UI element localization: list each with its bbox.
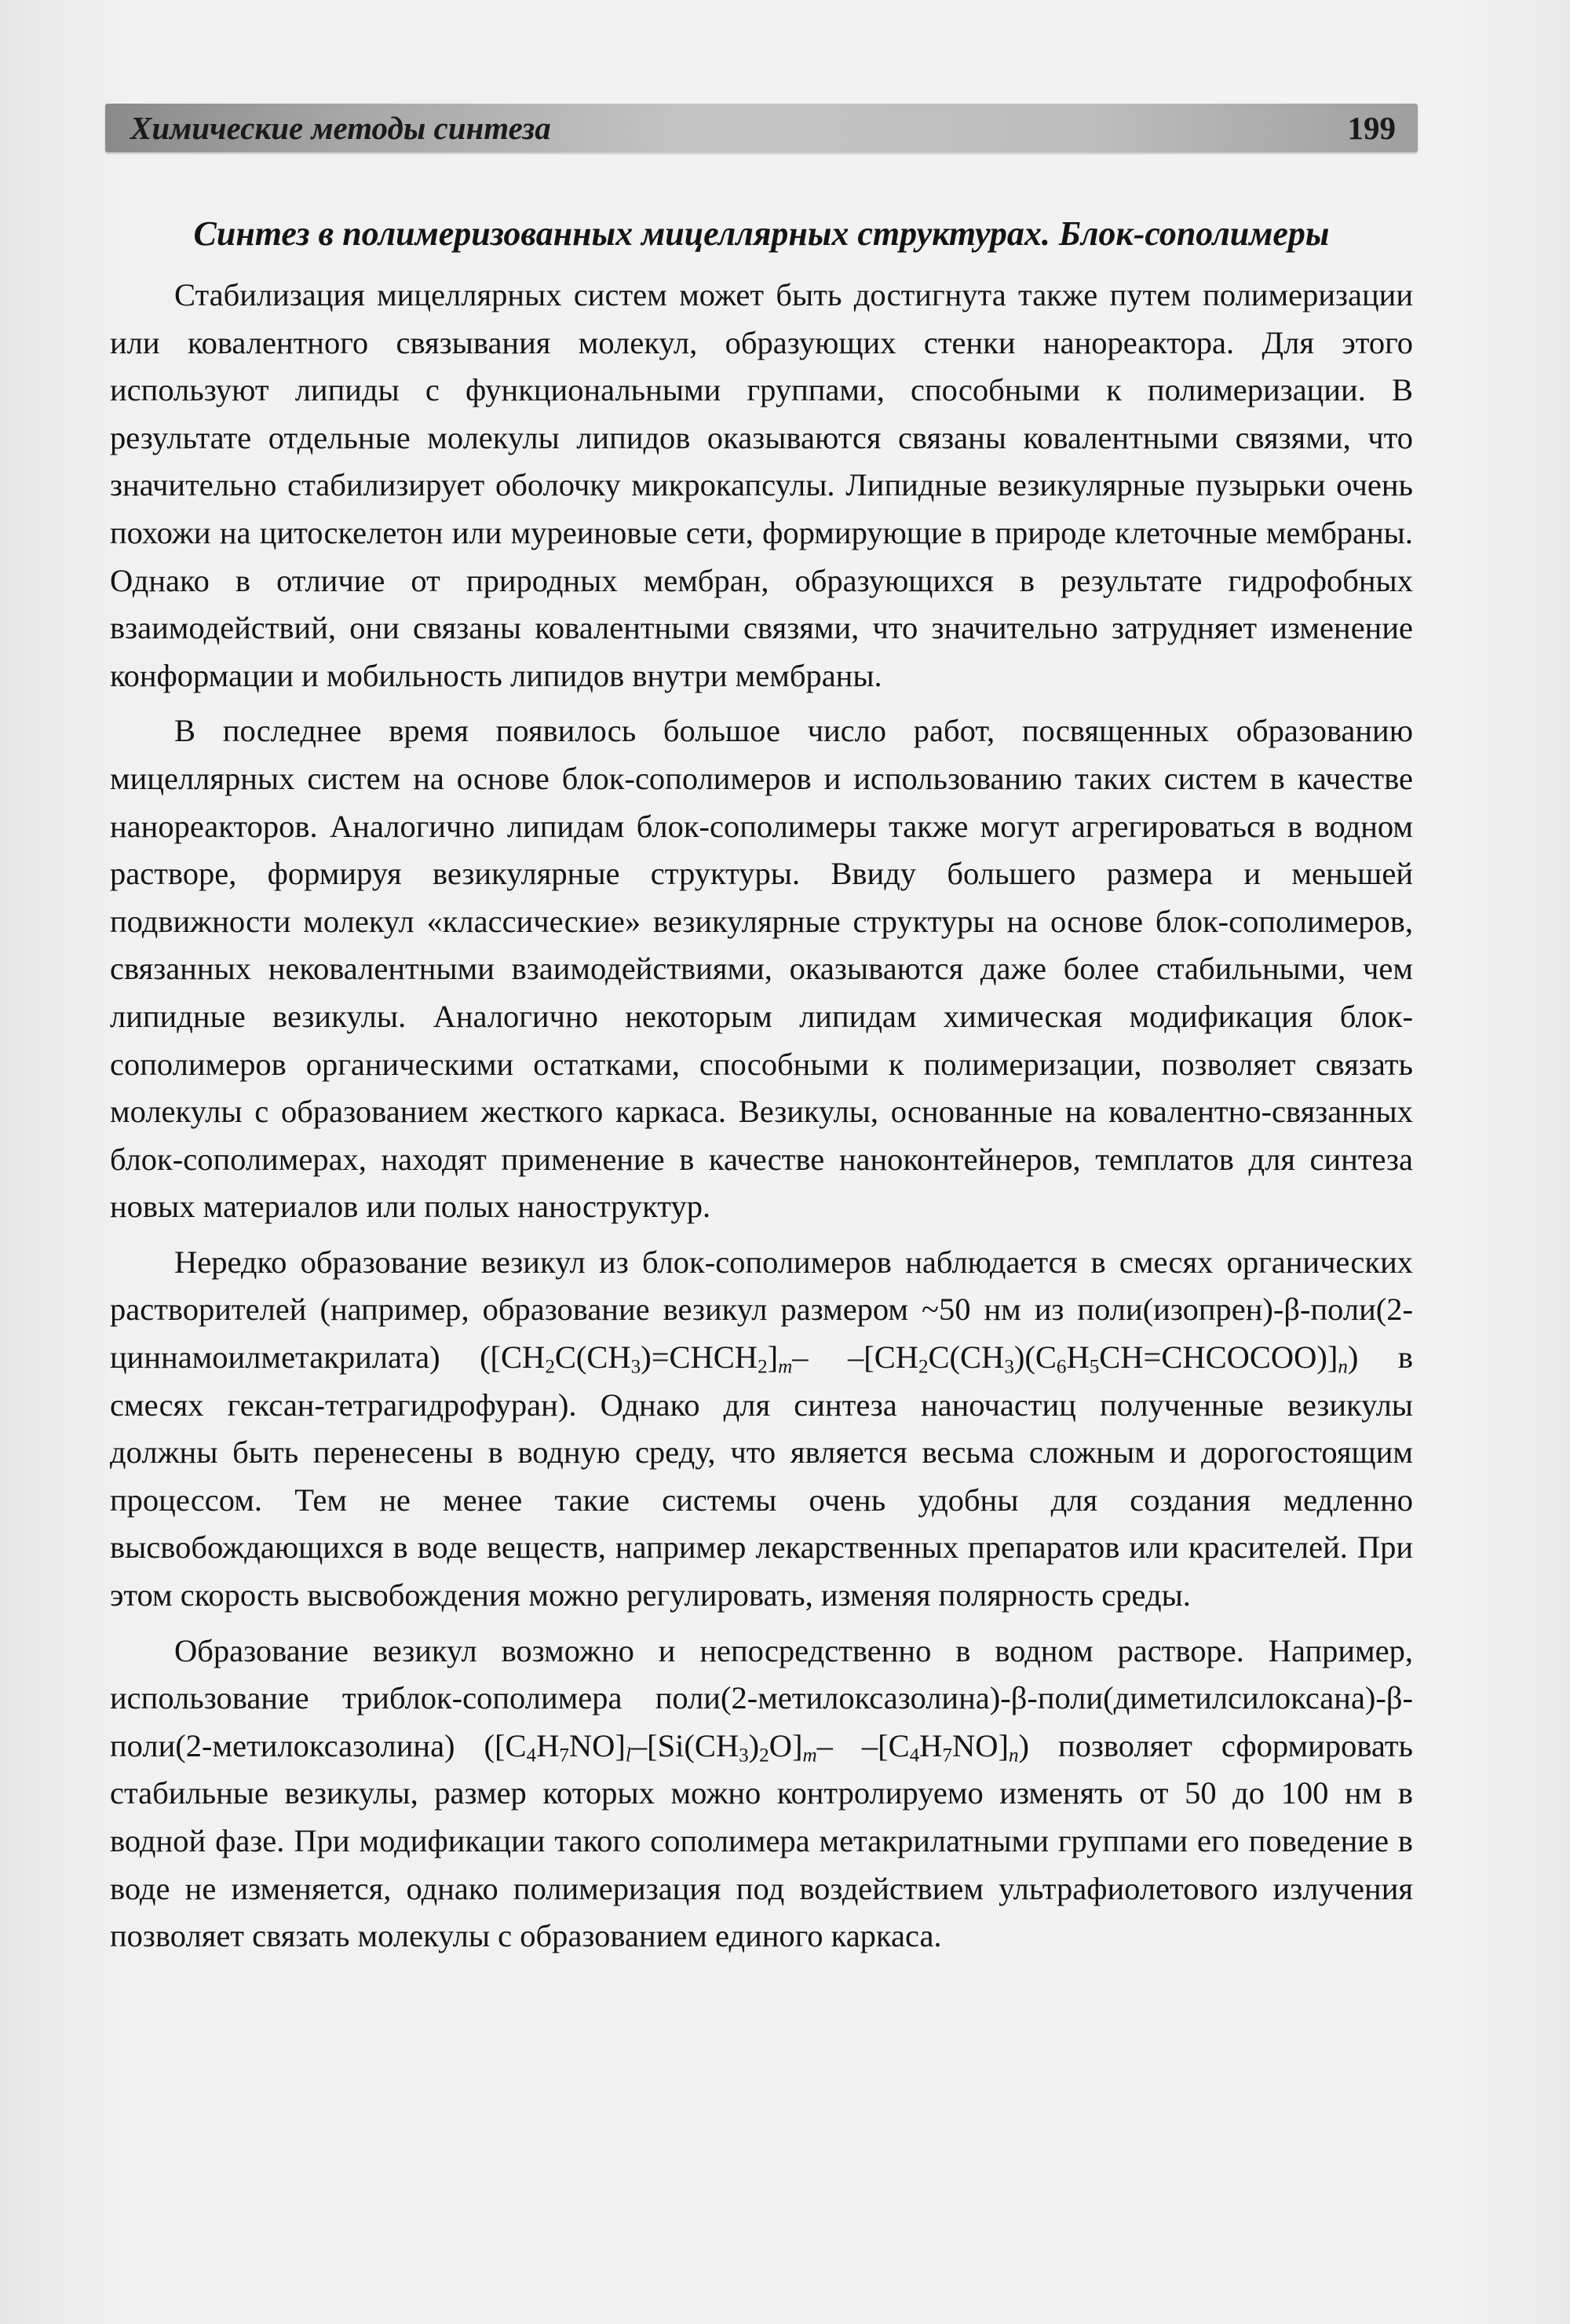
paragraph-3-text: ) в смесях гексан-тетрагидрофуран). Однако для синтеза наночастиц полученные везикулы должны быть перенесены в водную среду, что является весьма сложным и дорогостоящим процессом. Тем не менее такие системы очень удобны для создания медленно высвобождающихся в воде веществ, например лекарственных препаратов или красителей. При этом скорость высвобождения можно регулировать, изменяя полярность среды.: [110, 1339, 1413, 1613]
formula-subscript: 2: [545, 1356, 555, 1378]
formula-subscript: 2: [759, 1745, 769, 1767]
running-title: Химические методы синтеза: [130, 110, 551, 146]
paragraph-3-text: C(CH: [554, 1339, 631, 1376]
formula-subscript: 2: [758, 1356, 768, 1378]
formula-subscript: 3: [1004, 1356, 1014, 1378]
paragraph-4: [110, 1628, 1413, 1960]
paragraph-4-text: O]: [769, 1727, 803, 1763]
formula-subscript: 7: [559, 1745, 569, 1767]
paragraph-4-text: – –[C: [816, 1727, 910, 1763]
formula-subscript: 6: [1056, 1356, 1067, 1378]
paragraph-4-text: ) позволяет сформировать стабильные везикулы, размер которых можно контролируемо изменять от 50 до 100 нм в водной фазе. При модификации такого сополимера метакрилатными группами его поведение в воде не изменяется, однако полимеризация под воздействием ультрафиолетового излучения позволяет связать молекулы с образованием единого каркаса.: [110, 1727, 1414, 1954]
paragraph-4-text: –[Si(CH: [630, 1727, 739, 1763]
paragraph-3-text: ]: [767, 1339, 779, 1376]
formula-subscript: 7: [942, 1745, 952, 1767]
paragraph-3-text: H: [1066, 1339, 1090, 1376]
formula-subscript: 2: [918, 1356, 929, 1378]
paragraph-3-text: – –[CH: [792, 1339, 918, 1376]
paragraph-3-text: CH=CHCOCOO)]: [1099, 1339, 1338, 1376]
formula-subscript: n: [1338, 1356, 1348, 1378]
formula-subscript: 3: [739, 1745, 749, 1767]
paragraph-4-text: ): [748, 1727, 760, 1763]
paragraph-4-text: H: [536, 1727, 560, 1763]
running-header: [105, 104, 1418, 152]
paragraph-3-text: )=CHCH: [641, 1339, 758, 1376]
formula-subscript: 5: [1089, 1356, 1100, 1378]
page-number: 199: [1347, 110, 1396, 146]
paragraph-3-text: C(CH: [928, 1339, 1005, 1376]
page-content: [110, 210, 1413, 1968]
paragraph-3-text: Нередко образование везикул из блок-сополимеров наблюдается в смесях органических растворителей (например, образование везикул размером ~50 нм из поли(изопрен)-β-поли(2-циннамоилметакрилата) ([CH: [110, 1244, 1413, 1376]
paragraph-4-text: NO]: [568, 1727, 626, 1763]
formula-subscript: m: [778, 1356, 793, 1378]
formula-subscript: n: [1008, 1745, 1019, 1767]
paragraph-3-text: )(C: [1013, 1339, 1057, 1376]
paragraph-1: Стабилизация мицеллярных систем может быть достигнута также путем полимеризации или ковалентного связывания молекул, образующих стенки нанореактора. Для этого используют липиды с функциональными группами, способными к полимеризации. В результате отдельные молекулы липидов оказываются связаны ковалентными связями, что значительно стабилизирует оболочку микрокапсулы. Липидные везикулярные пузырьки очень похожи на цитоскелетон или муреиновые сети, формирующие в природе клеточные мембраны. Однако в отличие от природных мембран, образующихся в результате гидрофобных взаимодействий, они связаны ковалентными связями, что значительно затрудняет изменение конформации и мобильность липидов внутри мембраны.: [110, 277, 1413, 693]
paragraph-4-text: H: [919, 1727, 943, 1763]
section-title: Синтез в полимеризованных мицеллярных структурах. Блок-сополимеры: [193, 214, 1330, 253]
formula-subscript: 3: [630, 1356, 641, 1378]
formula-subscript: l: [625, 1745, 631, 1767]
formula-subscript: 4: [526, 1745, 537, 1767]
paragraph-4-text: NO]: [951, 1727, 1009, 1763]
formula-subscript: 4: [909, 1745, 920, 1767]
paragraph-3: [110, 1239, 1413, 1620]
paragraph-2: В последнее время появилось большое число работ, посвященных образованию мицеллярных систем на основе блок-сополимеров и использованию таких систем в качестве нанореакторов. Аналогично липидам блок-сополимеры также могут агрегироваться в водном растворе, формируя везикулярные структуры. Ввиду большего размера и меньшей подвижности молекул «классические» везикулярные структуры на основе блок-сополимеров, связанных нековалентными взаимодействиями, оказываются даже более стабильными, чем липидные везикулы. Аналогично некоторым липидам химическая модификация блок-сополимеров органическими остатками, способными к полимеризации, позволяет связать молекулы с образованием жесткого каркаса. Везикулы, основанные на ковалентно-связанных блок-сополимерах, находят применение в качестве наноконтейнеров, темплатов для синтеза новых материалов или полых наноструктур.: [110, 713, 1413, 1225]
formula-subscript: m: [802, 1745, 817, 1767]
paragraph-4-text: Образование везикул возможно и непосредственно в водном растворе. Например, использование триблок-сополимера поли(2-метилоксазолина)-β-поли(диметилсилоксана)-β-поли(2-метилоксазолина) ([C: [110, 1632, 1413, 1763]
